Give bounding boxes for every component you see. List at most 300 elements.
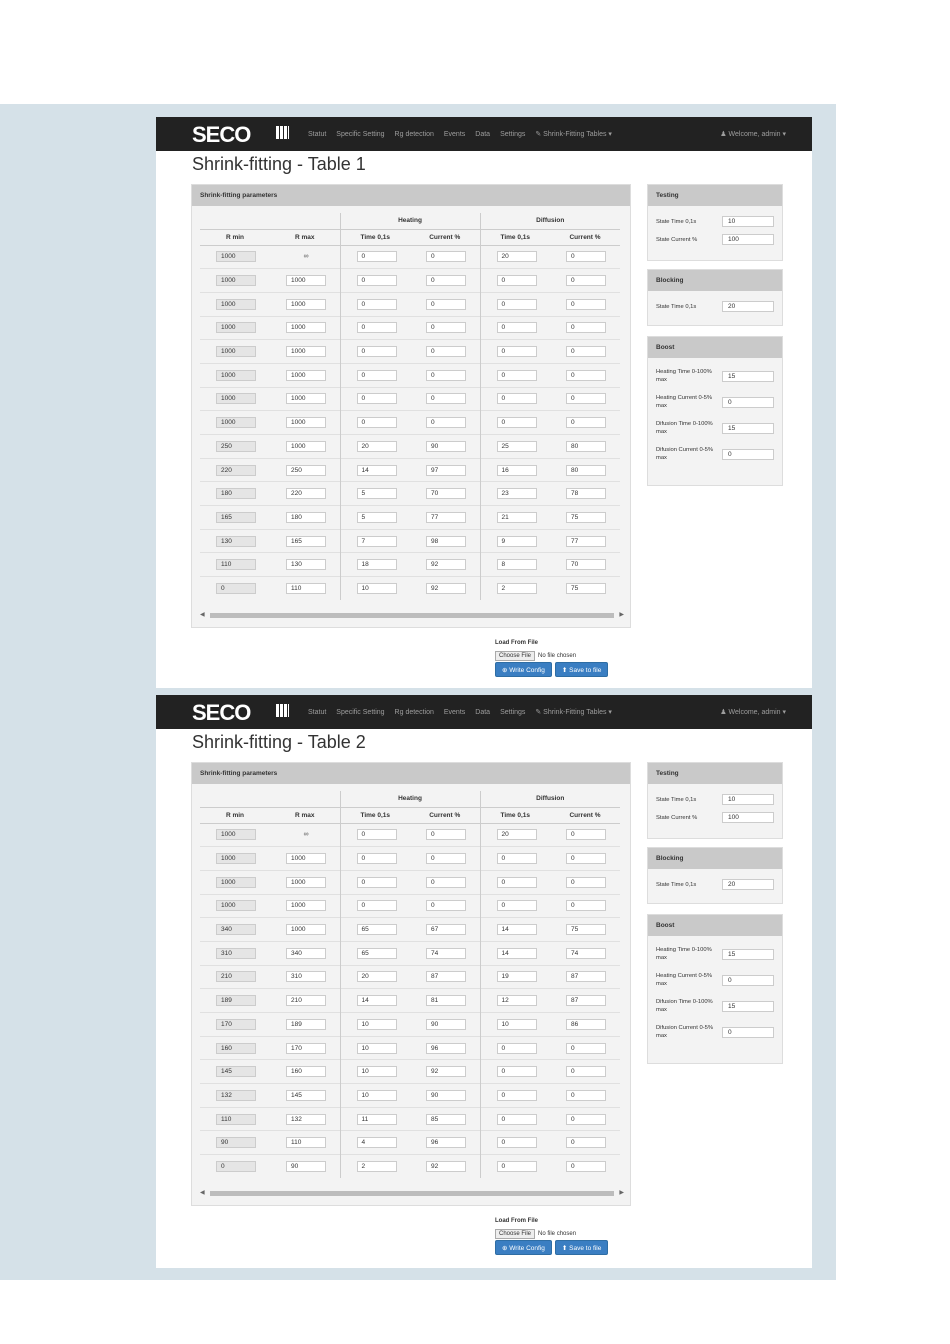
scrollbar-thumb[interactable] bbox=[210, 613, 614, 618]
page-title: Shrink-fitting - Table 2 bbox=[192, 732, 366, 752]
cell-r-max-input[interactable]: 220 bbox=[286, 488, 326, 499]
cell-r-min-readonly: 1000 bbox=[216, 853, 256, 864]
cell-diffusion-current-input[interactable]: 0 bbox=[566, 1090, 606, 1101]
choose-file-button[interactable]: Choose File bbox=[495, 651, 535, 661]
scroll-left-icon[interactable]: ◀ bbox=[200, 1190, 205, 1196]
field-label: Heating Current 0-5% max bbox=[656, 973, 713, 987]
cell-diffusion-current-input[interactable]: 0 bbox=[566, 1161, 606, 1172]
cell-diffusion-time-input[interactable]: 0 bbox=[497, 393, 537, 404]
nav-data[interactable]: Data bbox=[475, 708, 491, 716]
field-input[interactable]: 15 bbox=[722, 423, 774, 434]
cell-diffusion-current-input[interactable]: 0 bbox=[566, 1043, 606, 1054]
user-menu[interactable] bbox=[720, 695, 786, 729]
params-table-body bbox=[200, 823, 620, 1178]
testing-panel bbox=[647, 762, 783, 839]
field-label: Difusion Current 0-5% max bbox=[656, 447, 714, 461]
field-row bbox=[656, 879, 774, 890]
cell-diffusion-current-input[interactable]: 77 bbox=[566, 536, 606, 547]
field-row bbox=[656, 301, 774, 312]
cell-diffusion-current-input[interactable]: 0 bbox=[566, 275, 606, 286]
cell-diffusion-current-input[interactable]: 70 bbox=[566, 559, 606, 570]
nav-data[interactable]: Data bbox=[475, 130, 491, 138]
user-menu[interactable] bbox=[720, 117, 786, 151]
cell-r-max-input[interactable]: 160 bbox=[286, 1066, 326, 1077]
cell-heating-time-input[interactable]: 0 bbox=[357, 346, 397, 357]
cell-heating-time-input[interactable]: 18 bbox=[357, 559, 397, 570]
cell-diffusion-time-input[interactable]: 20 bbox=[497, 829, 537, 840]
cell-heating-current-input[interactable]: 92 bbox=[426, 583, 466, 594]
cell-heating-current-input[interactable]: 0 bbox=[426, 393, 466, 404]
cell-heating-time-input[interactable]: 10 bbox=[357, 1090, 397, 1101]
cell-r-max-input[interactable]: 110 bbox=[286, 1137, 326, 1148]
cell-heating-time-input[interactable]: 10 bbox=[357, 1019, 397, 1030]
cell-heating-time-input[interactable]: 20 bbox=[357, 971, 397, 982]
cell-heating-current-input[interactable]: 0 bbox=[426, 346, 466, 357]
cell-diffusion-time-input[interactable]: 0 bbox=[497, 346, 537, 357]
cell-heating-current-input[interactable]: 74 bbox=[426, 948, 466, 959]
cell-heating-time-input[interactable]: 0 bbox=[357, 877, 397, 888]
boost-heading: Boost bbox=[648, 915, 782, 936]
cell-heating-time-input[interactable]: 7 bbox=[357, 536, 397, 547]
col-diffusion-current: Current % bbox=[550, 807, 620, 823]
cell-diffusion-current-input[interactable]: 75 bbox=[566, 924, 606, 935]
save-to-file-button[interactable]: ⬆ Save to file bbox=[555, 1240, 608, 1255]
nav-rg-detection[interactable]: Rg detection bbox=[394, 708, 434, 716]
cell-diffusion-time-input[interactable]: 10 bbox=[497, 1019, 537, 1030]
cell-r-max-input[interactable]: 1000 bbox=[286, 900, 326, 911]
cell-r-min-readonly: 1000 bbox=[216, 370, 256, 381]
group-heading-diffusion: Diffusion bbox=[480, 791, 620, 807]
table-row bbox=[200, 1155, 620, 1179]
cell-diffusion-current-input[interactable]: 78 bbox=[566, 488, 606, 499]
cell-heating-current-input[interactable]: 96 bbox=[426, 1137, 466, 1148]
field-label: State Time 0,1s bbox=[656, 218, 697, 225]
field-input[interactable]: 100 bbox=[722, 234, 774, 245]
cell-diffusion-current-input[interactable]: 0 bbox=[566, 251, 606, 262]
col-diffusion-current: Current % bbox=[550, 229, 620, 245]
cell-heating-time-input[interactable]: 0 bbox=[357, 853, 397, 864]
field-row bbox=[656, 794, 774, 805]
table-row bbox=[200, 269, 620, 293]
cell-diffusion-current-input[interactable]: 80 bbox=[566, 441, 606, 452]
col-r-max: R max bbox=[270, 229, 340, 245]
field-input[interactable]: 0 bbox=[722, 975, 774, 986]
cell-diffusion-time-input[interactable]: 14 bbox=[497, 948, 537, 959]
cell-heating-time-input[interactable]: 4 bbox=[357, 1137, 397, 1148]
cell-heating-current-input[interactable]: 77 bbox=[426, 512, 466, 523]
field-input[interactable]: 20 bbox=[722, 879, 774, 890]
cell-diffusion-time-input[interactable]: 25 bbox=[497, 441, 537, 452]
table-row bbox=[200, 245, 620, 269]
blocking-panel bbox=[647, 269, 783, 326]
field-row bbox=[656, 420, 774, 436]
cell-heating-current-input[interactable]: 0 bbox=[426, 275, 466, 286]
cell-diffusion-time-input[interactable]: 2 bbox=[497, 583, 537, 594]
nav-shrink-fitting-tables[interactable]: ✎ Shrink-Fitting Tables ▾ bbox=[535, 709, 612, 716]
cell-heating-time-input[interactable]: 65 bbox=[357, 948, 397, 959]
nav-specific-setting[interactable]: Specific Setting bbox=[336, 130, 385, 138]
nav-statut[interactable]: Statut bbox=[308, 130, 327, 138]
cell-r-max-input[interactable]: 1000 bbox=[286, 924, 326, 935]
cell-heating-current-input[interactable]: 67 bbox=[426, 924, 466, 935]
user-menu-label: Welcome, admin ▾ bbox=[728, 709, 786, 716]
cell-heating-current-input[interactable]: 96 bbox=[426, 1043, 466, 1054]
cell-r-min-readonly: 180 bbox=[216, 488, 256, 499]
cell-diffusion-time-input[interactable]: 9 bbox=[497, 536, 537, 547]
cell-heating-time-input[interactable]: 14 bbox=[357, 995, 397, 1006]
field-input[interactable]: 100 bbox=[722, 812, 774, 823]
field-input[interactable]: 15 bbox=[722, 949, 774, 960]
col-diffusion-time: Time 0,1s bbox=[480, 229, 550, 245]
col-heating-time: Time 0,1s bbox=[340, 807, 410, 823]
cell-diffusion-current-input[interactable]: 0 bbox=[566, 829, 606, 840]
field-label: State Time 0,1s bbox=[656, 303, 697, 310]
cell-r-max-input[interactable]: 189 bbox=[286, 1019, 326, 1030]
cell-r-min-readonly: 1000 bbox=[216, 417, 256, 428]
cell-diffusion-current-input[interactable]: 75 bbox=[566, 512, 606, 523]
field-input[interactable]: 15 bbox=[722, 371, 774, 382]
field-input[interactable]: 10 bbox=[722, 794, 774, 805]
cell-heating-current-input[interactable]: 98 bbox=[426, 536, 466, 547]
field-input[interactable]: 0 bbox=[722, 1027, 774, 1038]
cell-diffusion-current-input[interactable]: 86 bbox=[566, 1019, 606, 1030]
cell-r-min-readonly: 310 bbox=[216, 948, 256, 959]
cell-diffusion-time-input[interactable]: 0 bbox=[497, 1114, 537, 1125]
panel-heading: Shrink-fitting parameters bbox=[192, 185, 630, 206]
cell-diffusion-current-input[interactable]: 87 bbox=[566, 995, 606, 1006]
screenshot-table-2 bbox=[156, 695, 812, 1268]
field-label: Difusion Time 0-100% max bbox=[656, 421, 713, 435]
cell-heating-current-input[interactable]: 90 bbox=[426, 1019, 466, 1030]
field-input[interactable]: 0 bbox=[722, 449, 774, 460]
cell-r-min-readonly: 1000 bbox=[216, 829, 256, 840]
table-row bbox=[200, 387, 620, 411]
file-load-area bbox=[495, 1218, 611, 1255]
cell-heating-time-input[interactable]: 0 bbox=[357, 251, 397, 262]
cell-diffusion-current-input[interactable]: 75 bbox=[566, 583, 606, 594]
col-heating-current: Current % bbox=[410, 229, 480, 245]
cell-r-max-input[interactable]: 1000 bbox=[286, 877, 326, 888]
cell-heating-current-input[interactable]: 90 bbox=[426, 1090, 466, 1101]
cell-r-max-input[interactable]: 1000 bbox=[286, 346, 326, 357]
cell-diffusion-time-input[interactable]: 0 bbox=[497, 1137, 537, 1148]
cell-diffusion-time-input[interactable]: 21 bbox=[497, 512, 537, 523]
table-row bbox=[200, 1084, 620, 1108]
field-input[interactable]: 10 bbox=[722, 216, 774, 227]
field-input[interactable]: 0 bbox=[722, 397, 774, 408]
cell-heating-current-input[interactable]: 92 bbox=[426, 1066, 466, 1077]
table-row bbox=[200, 870, 620, 894]
cell-diffusion-current-input[interactable]: 0 bbox=[566, 900, 606, 911]
cell-r-min-readonly: 340 bbox=[216, 924, 256, 935]
table-row bbox=[200, 918, 620, 942]
cell-r-min-readonly: 110 bbox=[216, 1114, 256, 1125]
shrink-fitting-params-panel bbox=[191, 184, 631, 628]
field-row bbox=[656, 946, 774, 962]
field-row bbox=[656, 1024, 774, 1040]
cell-heating-time-input[interactable]: 11 bbox=[357, 1114, 397, 1125]
field-label: State Time 0,1s bbox=[656, 881, 697, 888]
panel-heading: Shrink-fitting parameters bbox=[192, 763, 630, 784]
cell-r-max-input[interactable]: 250 bbox=[286, 465, 326, 476]
cell-diffusion-time-input[interactable]: 0 bbox=[497, 877, 537, 888]
testing-heading: Testing bbox=[648, 763, 782, 784]
cell-r-min-readonly: 130 bbox=[216, 536, 256, 547]
cell-diffusion-current-input[interactable]: 0 bbox=[566, 299, 606, 310]
params-table-body bbox=[200, 245, 620, 600]
cell-r-max-input[interactable]: 90 bbox=[286, 1161, 326, 1172]
nav-events[interactable]: Events bbox=[443, 708, 466, 716]
cell-diffusion-current-input[interactable]: 0 bbox=[566, 877, 606, 888]
cell-r-min-readonly: 220 bbox=[216, 465, 256, 476]
cell-diffusion-current-input[interactable]: 0 bbox=[566, 1066, 606, 1077]
cell-heating-current-input[interactable]: 0 bbox=[426, 853, 466, 864]
nav-events[interactable]: Events bbox=[443, 130, 466, 138]
field-row bbox=[656, 368, 774, 384]
cell-diffusion-time-input[interactable]: 20 bbox=[497, 251, 537, 262]
cell-diffusion-time-input[interactable]: 8 bbox=[497, 559, 537, 570]
cell-heating-time-input[interactable]: 0 bbox=[357, 370, 397, 381]
cell-heating-current-input[interactable]: 81 bbox=[426, 995, 466, 1006]
cell-diffusion-time-input[interactable]: 23 bbox=[497, 488, 537, 499]
cell-diffusion-time-input[interactable]: 0 bbox=[497, 900, 537, 911]
cell-r-max-input: ∞ bbox=[303, 831, 309, 839]
params-table bbox=[200, 791, 620, 1178]
save-to-file-button[interactable]: ⬆ Save to file bbox=[555, 662, 608, 677]
nav-shrink-fitting-tables[interactable]: ✎ Shrink-Fitting Tables ▾ bbox=[535, 131, 612, 138]
cell-r-min-readonly: 1000 bbox=[216, 900, 256, 911]
cell-r-min-readonly: 1000 bbox=[216, 275, 256, 286]
cell-r-min-readonly: 90 bbox=[216, 1137, 256, 1148]
cell-diffusion-current-input[interactable]: 0 bbox=[566, 417, 606, 428]
cell-heating-current-input[interactable]: 90 bbox=[426, 441, 466, 452]
cell-r-max-input[interactable]: 145 bbox=[286, 1090, 326, 1101]
col-heating-current: Current % bbox=[410, 807, 480, 823]
cell-heating-time-input[interactable]: 65 bbox=[357, 924, 397, 935]
write-config-button[interactable]: ⊕ Write Config bbox=[495, 1240, 552, 1255]
cell-diffusion-current-input[interactable]: 87 bbox=[566, 971, 606, 982]
cell-heating-time-input[interactable]: 0 bbox=[357, 417, 397, 428]
table-row bbox=[200, 316, 620, 340]
brand-logo[interactable]: SECO bbox=[192, 122, 251, 147]
cell-r-max-input[interactable]: 1000 bbox=[286, 441, 326, 452]
cell-heating-time-input[interactable]: 0 bbox=[357, 829, 397, 840]
cell-r-min-readonly: 0 bbox=[216, 583, 256, 594]
cell-heating-current-input[interactable]: 92 bbox=[426, 559, 466, 570]
cell-r-max-input[interactable]: 180 bbox=[286, 512, 326, 523]
cell-r-max-input[interactable]: 110 bbox=[286, 583, 326, 594]
screenshot-table-1 bbox=[156, 117, 812, 688]
cell-heating-time-input[interactable]: 10 bbox=[357, 583, 397, 594]
cell-heating-time-input[interactable]: 0 bbox=[357, 299, 397, 310]
col-diffusion-time: Time 0,1s bbox=[480, 807, 550, 823]
table-row bbox=[200, 482, 620, 506]
cell-r-max-input[interactable]: 170 bbox=[286, 1043, 326, 1054]
cell-r-max-input[interactable]: 130 bbox=[286, 559, 326, 570]
cell-r-min-readonly: 145 bbox=[216, 1066, 256, 1077]
cell-diffusion-current-input[interactable]: 0 bbox=[566, 370, 606, 381]
group-heading-diffusion: Diffusion bbox=[480, 213, 620, 229]
table-row bbox=[200, 847, 620, 871]
group-heading-heating: Heating bbox=[340, 791, 480, 807]
cell-diffusion-time-input[interactable]: 0 bbox=[497, 853, 537, 864]
cell-heating-time-input[interactable]: 5 bbox=[357, 512, 397, 523]
write-config-button[interactable]: ⊕ Write Config bbox=[495, 662, 552, 677]
field-label: Heating Time 0-100% max bbox=[656, 947, 712, 961]
horizontal-scrollbar[interactable] bbox=[200, 611, 624, 620]
cell-diffusion-current-input[interactable]: 0 bbox=[566, 853, 606, 864]
cell-diffusion-time-input[interactable]: 14 bbox=[497, 924, 537, 935]
cell-heating-time-input[interactable]: 5 bbox=[357, 488, 397, 499]
blocking-panel bbox=[647, 847, 783, 904]
cell-heating-current-input[interactable]: 87 bbox=[426, 971, 466, 982]
blocking-heading: Blocking bbox=[648, 848, 782, 869]
cell-heating-current-input[interactable]: 85 bbox=[426, 1114, 466, 1125]
file-load-area bbox=[495, 640, 611, 677]
cell-r-min-readonly: 1000 bbox=[216, 393, 256, 404]
cell-heating-current-input[interactable]: 0 bbox=[426, 322, 466, 333]
cell-diffusion-current-input[interactable]: 74 bbox=[566, 948, 606, 959]
field-row bbox=[656, 998, 774, 1014]
cell-r-max-input[interactable]: 210 bbox=[286, 995, 326, 1006]
cell-heating-time-input[interactable]: 2 bbox=[357, 1161, 397, 1172]
cell-diffusion-current-input[interactable]: 0 bbox=[566, 322, 606, 333]
cell-diffusion-time-input[interactable]: 0 bbox=[497, 1090, 537, 1101]
scroll-right-icon[interactable]: ▶ bbox=[619, 612, 624, 618]
cell-heating-current-input[interactable]: 0 bbox=[426, 370, 466, 381]
cell-r-min-readonly: 110 bbox=[216, 559, 256, 570]
col-r-max: R max bbox=[270, 807, 340, 823]
field-row bbox=[656, 216, 774, 227]
nav-specific-setting[interactable]: Specific Setting bbox=[336, 708, 385, 716]
horizontal-scrollbar[interactable] bbox=[200, 1189, 624, 1198]
cell-heating-current-input[interactable]: 97 bbox=[426, 465, 466, 476]
cell-heating-current-input[interactable]: 92 bbox=[426, 1161, 466, 1172]
cell-r-max-input[interactable]: 310 bbox=[286, 971, 326, 982]
user-icon: ♟ bbox=[720, 709, 727, 716]
col-r-min: R min bbox=[200, 807, 270, 823]
cell-heating-time-input[interactable]: 14 bbox=[357, 465, 397, 476]
table-row bbox=[200, 965, 620, 989]
cell-r-min-readonly: 250 bbox=[216, 441, 256, 452]
navbar bbox=[156, 695, 812, 729]
scrollbar-thumb[interactable] bbox=[210, 1191, 614, 1196]
cell-diffusion-current-input[interactable]: 80 bbox=[566, 465, 606, 476]
testing-heading: Testing bbox=[648, 185, 782, 206]
navbar bbox=[156, 117, 812, 151]
field-label: State Current % bbox=[656, 814, 698, 821]
blocking-heading: Blocking bbox=[648, 270, 782, 291]
cell-r-max-input[interactable]: 1000 bbox=[286, 853, 326, 864]
cell-diffusion-current-input[interactable]: 0 bbox=[566, 393, 606, 404]
field-input[interactable]: 15 bbox=[722, 1001, 774, 1012]
cell-diffusion-time-input[interactable]: 0 bbox=[497, 370, 537, 381]
table-row bbox=[200, 340, 620, 364]
nav-rg-detection[interactable]: Rg detection bbox=[394, 130, 434, 138]
table-row bbox=[200, 435, 620, 459]
field-row bbox=[656, 234, 774, 245]
cell-heating-current-input[interactable]: 0 bbox=[426, 417, 466, 428]
nav-statut[interactable]: Statut bbox=[308, 708, 327, 716]
cell-heating-time-input[interactable]: 0 bbox=[357, 275, 397, 286]
cell-diffusion-time-input[interactable]: 0 bbox=[497, 1161, 537, 1172]
boost-panel bbox=[647, 914, 783, 1064]
cell-diffusion-time-input[interactable]: 0 bbox=[497, 1043, 537, 1054]
cell-heating-current-input[interactable]: 0 bbox=[426, 299, 466, 310]
table-row bbox=[200, 1131, 620, 1155]
cell-diffusion-current-input[interactable]: 0 bbox=[566, 1137, 606, 1148]
table-row bbox=[200, 411, 620, 435]
cell-diffusion-current-input[interactable]: 0 bbox=[566, 346, 606, 357]
nav-settings[interactable]: Settings bbox=[500, 708, 526, 716]
cell-heating-current-input[interactable]: 0 bbox=[426, 251, 466, 262]
choose-file-button[interactable]: Choose File bbox=[495, 1229, 535, 1239]
scroll-left-icon[interactable]: ◀ bbox=[200, 612, 205, 618]
field-row bbox=[656, 446, 774, 462]
cell-heating-current-input[interactable]: 0 bbox=[426, 877, 466, 888]
table-row bbox=[200, 894, 620, 918]
cell-diffusion-time-input[interactable]: 12 bbox=[497, 995, 537, 1006]
cell-r-max-input[interactable]: 1000 bbox=[286, 299, 326, 310]
cell-r-min-readonly: 132 bbox=[216, 1090, 256, 1101]
cell-r-max-input[interactable]: 165 bbox=[286, 536, 326, 547]
shrink-fitting-params-panel bbox=[191, 762, 631, 1206]
cell-heating-time-input[interactable]: 20 bbox=[357, 441, 397, 452]
cell-heating-time-input[interactable]: 10 bbox=[357, 1066, 397, 1077]
cell-r-max-input[interactable]: 1000 bbox=[286, 370, 326, 381]
field-label: Difusion Current 0-5% max bbox=[656, 1025, 714, 1039]
cell-r-max-input[interactable]: 340 bbox=[286, 948, 326, 959]
table-row bbox=[200, 529, 620, 553]
table-row bbox=[200, 989, 620, 1013]
cell-heating-time-input[interactable]: 0 bbox=[357, 393, 397, 404]
table-row bbox=[200, 458, 620, 482]
cell-r-max-input[interactable]: 1000 bbox=[286, 393, 326, 404]
cell-heating-time-input[interactable]: 0 bbox=[357, 322, 397, 333]
cell-diffusion-time-input[interactable]: 0 bbox=[497, 322, 537, 333]
cell-r-min-readonly: 165 bbox=[216, 512, 256, 523]
table-row bbox=[200, 1060, 620, 1084]
col-heating-time: Time 0,1s bbox=[340, 229, 410, 245]
cell-r-max-input[interactable]: 1000 bbox=[286, 275, 326, 286]
cell-r-max-input[interactable]: 1000 bbox=[286, 417, 326, 428]
field-input[interactable]: 20 bbox=[722, 301, 774, 312]
cell-diffusion-current-input[interactable]: 0 bbox=[566, 1114, 606, 1125]
cell-heating-current-input[interactable]: 70 bbox=[426, 488, 466, 499]
scroll-right-icon[interactable]: ▶ bbox=[619, 1190, 624, 1196]
cell-diffusion-time-input[interactable]: 0 bbox=[497, 1066, 537, 1077]
field-label: Heating Time 0-100% max bbox=[656, 369, 712, 383]
table-row bbox=[200, 1013, 620, 1037]
page-title: Shrink-fitting - Table 1 bbox=[192, 154, 366, 174]
cell-diffusion-time-input[interactable]: 0 bbox=[497, 299, 537, 310]
cell-heating-current-input[interactable]: 0 bbox=[426, 829, 466, 840]
cell-heating-time-input[interactable]: 10 bbox=[357, 1043, 397, 1054]
cell-diffusion-time-input[interactable]: 0 bbox=[497, 275, 537, 286]
cell-diffusion-time-input[interactable]: 16 bbox=[497, 465, 537, 476]
cell-heating-time-input[interactable]: 0 bbox=[357, 900, 397, 911]
cell-r-max-input[interactable]: 132 bbox=[286, 1114, 326, 1125]
nav-settings[interactable]: Settings bbox=[500, 130, 526, 138]
cell-diffusion-time-input[interactable]: 19 bbox=[497, 971, 537, 982]
cell-diffusion-time-input[interactable]: 0 bbox=[497, 417, 537, 428]
brand-logo[interactable]: SECO bbox=[192, 700, 251, 725]
cell-r-min-readonly: 1000 bbox=[216, 251, 256, 262]
file-status: No file chosen bbox=[538, 653, 577, 659]
cell-r-max-input[interactable]: 1000 bbox=[286, 322, 326, 333]
cell-r-min-readonly: 0 bbox=[216, 1161, 256, 1172]
cell-heating-current-input[interactable]: 0 bbox=[426, 900, 466, 911]
